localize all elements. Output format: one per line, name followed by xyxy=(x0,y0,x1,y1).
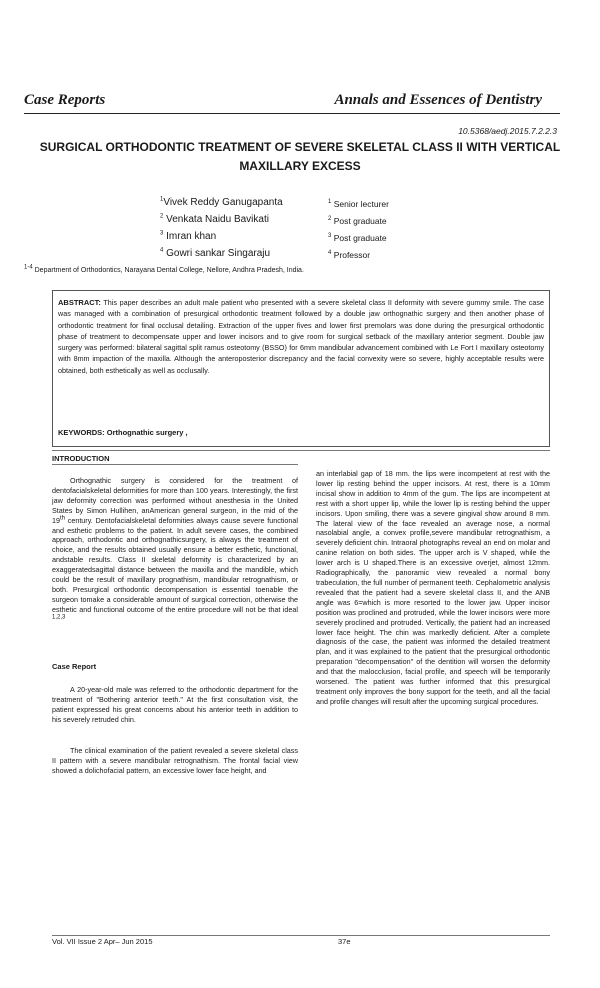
section-divider xyxy=(52,464,298,465)
author-4: $^4$ Gowri sankar Singaraju xyxy=(160,247,271,259)
doi: 10.5368/aedj.2015.7.2.2.3 xyxy=(458,126,557,136)
case-paragraph-2: The clinical examination of the patient revealed a severe skeletal class II pattern with a severe mandibular retrognathism. The frontal facial view showed a dolichofacial pattern, an excessive lower face height, and xyxy=(52,746,298,775)
section-divider xyxy=(52,450,550,451)
affiliation-list xyxy=(328,196,389,264)
case-paragraph-3: an interlabial gap of 18 mm. the lips were incompetent at rest with the lower lip resting behind the upper incisors. At rest, there is a 10mm incisal show in addition to 4mm of the gum. The lips are incompetent at rest with a short upper lip, while the lower lip is resting behind the upper incisors. Upon smiling, there was a severe gingival show around 8 mm. The lateral view of the face revealed an average nose, a normal nasolabial angle, a convex profile,severe mandibular retrognathism, a severely deficient chin. Intraoral photographs reveal an end on molar and canine relation on both sides. The upper arch is V shaped, while the lower arch is U shaped.There is an excessive overjet, almost 12mm. Radiographically, the panoramic view revealed a normal bony trabeculation, the full number of permanent teeth. Cephalometric analysis revealed that the patient had a severe skeletal class II, and the ANB angle was 6=which is more resorted to the lower jaw. Upper incisor position was proclined and protruded, while the lower incisors were more severely proclined and protruded. Vertically, the patient had an increased lower face height. The chin was markedly deficient. After a complete diagnosis of the case, the patient was informed the detailed treatment plan, and it was explained to the patient that the presurgical orthodontic preparation "decompensation" of the dentition will worsen the deformity and that the malocclusion, facial profile, and speech will be temporarily worsened. The patient was further informed that this presurgical treatment only improves the bony support for the teeth, and all the facial and profile changes will result after the upcoming surgical procedures. xyxy=(316,469,550,706)
paper-title: SURGICAL ORTHODONTIC TREATMENT OF SEVERE SKELETAL CLASS II WITH VERTICAL MAXILLARY EXCESS xyxy=(39,140,561,173)
page-number: 37e xyxy=(338,937,351,946)
author-list xyxy=(160,194,283,262)
header-divider xyxy=(24,113,560,114)
abstract-body: This paper describes an adult male patient who presented with a severe skeletal class II deformity with severe gummy smile. The case was managed with a combination of presurgical orthodontic treatment followed by a double jaw orthognathic surgery and then another phase of orthodontic treatment for final occlusal detailing. Extraction of the upper fives and lower first premolars was done during the presurgical orthodontic phase of treatment to decompensate upper and lower incisors and to give room for surgical setback of the maxillary anterior segment. Double jaw surgery was performed: bilateral sagittal split ramus osteotomy (BSSO) for 6mm mandibular advancement combined with Le Fort I maxillary osteotomy with 8mm impaction of the maxilla. Although the anteroposterior discrepancy and the facial convexity were so severe, highly acceptable results were obtained, both esthetically as well as occlusally. xyxy=(58,298,544,375)
author-1: $^1$Vivek Reddy Ganugapanta xyxy=(160,196,283,208)
author-3: $^3$ Imran khan xyxy=(160,230,217,242)
abstract xyxy=(58,297,544,376)
introduction-paragraph: Orthognathic surgery is considered for the treatment of dentofacialskeletal deformities for more than 100 years. Interestingly, the first jaw deformity correction was performed without anesthesia in the United States by Simon Hullihen, anAmerican general surgeon, in the mid of the 19th century. Dentofacialskeletal deformities always cause severe functional and esthetic problems to the patient. In adult severe cases, the combined approach, orthodontic and orthognathicsurgery, is always the treatment of choice, and the results obtained usually ensure a better esthetic, functional, andstable results. Class II skeletal deformity is characterized by an exaggeratedsagittal distance between the maxilla and the mandible, which could be the result of maxillary prognathism, mandibular retrognathism, or both. Presurgical orthodontic decompensation is essential toenable the surgeon tomake a considerable amount of surgical correction, otherwise the esthetic and functional outcome of the entire procedure will not be that ideal $^{1,2,3}$ xyxy=(52,476,298,621)
abstract-label: ABSTRACT: xyxy=(58,298,101,307)
affiliation-3: $^3$ Post graduate xyxy=(328,233,387,243)
footer-issue: Vol. VII Issue 2 Apr– Jun 2015 xyxy=(52,937,153,946)
department-affiliation: $^{1-4}$ Department of Orthodontics, Narayana Dental College, Nellore, Andhra Pradesh, India. xyxy=(24,264,304,274)
affiliation-4: $^4$ Professor xyxy=(328,250,371,260)
footer-divider xyxy=(52,935,550,936)
case-report-heading: Case Report xyxy=(52,662,97,671)
introduction-heading: INTRODUCTION xyxy=(52,454,110,463)
keywords: KEYWORDS: Orthognathic surgery , xyxy=(58,428,188,437)
author-2: $^2$ Venkata Naidu Bavikati xyxy=(160,213,269,225)
running-header-right: Annals and Essences of Dentistry xyxy=(334,92,542,108)
running-header-left: Case Reports xyxy=(24,92,106,108)
right-column xyxy=(316,469,550,707)
left-column-intro xyxy=(52,476,298,625)
left-column-case-2 xyxy=(52,746,298,776)
affiliation-1: $^1$ Senior lecturer xyxy=(328,199,389,209)
affiliation-2: $^2$ Post graduate xyxy=(328,216,387,226)
case-paragraph-1: A 20-year-old male was referred to the orthodontic department for the treatment of "Bothering anterior teeth." At the first consultation visit, the patient expressed his great concerns about his anterior teeth in addition to his severely retruded chin. xyxy=(52,685,298,724)
left-column-case xyxy=(52,685,298,725)
